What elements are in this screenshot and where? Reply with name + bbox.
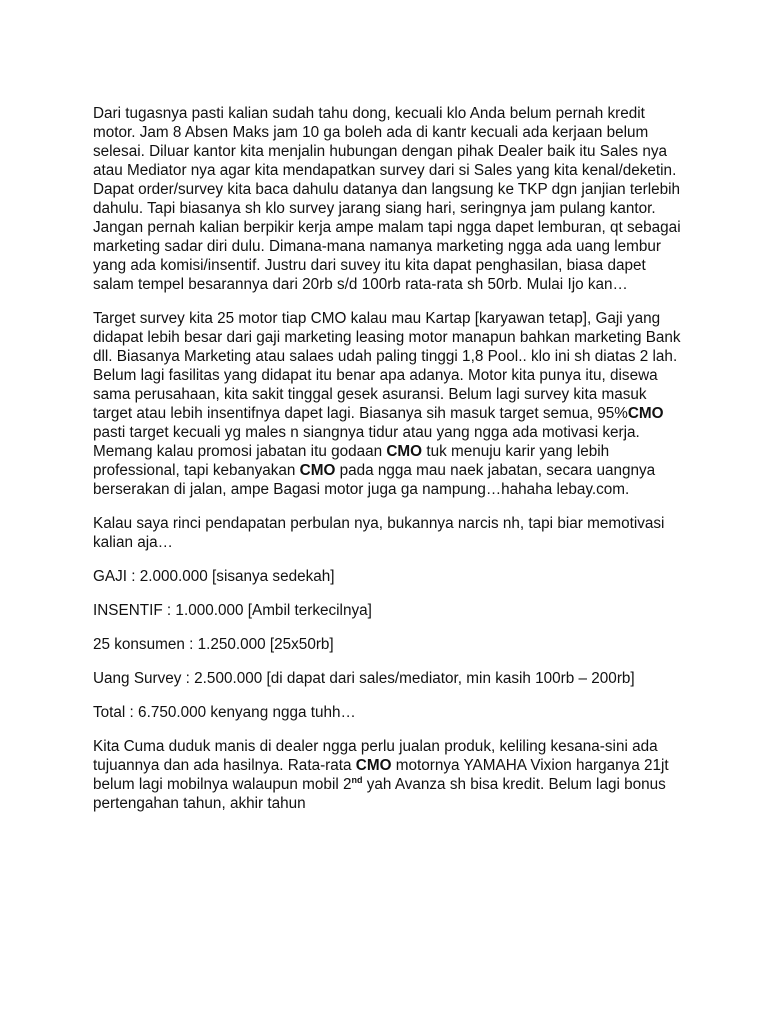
text-run: Target survey kita 25 motor tiap CMO kalau mau Kartap [karyawan tetap], Gaji yang didapat lebih besar dari gaji marketing leasing motor manapun bahkan marketing Bank dll. Biasanya Marketing atau salaes udah paling tinggi 1,8 Pool.. klo ini sh diatas 2 lah. Belum lagi fasilitas yang didapat itu benar apa adanya. Motor kita punya itu, disewa sama perusahaan, kita sakit tinggal gesek asuransi. Belum lagi survey kita masuk target atau lebih insentifnya dapet lagi. Biasanya sih masuk target semua, 95% xyxy=(93,310,681,422)
text-run: GAJI : 2.000.000 [sisanya sedekah] xyxy=(93,568,335,585)
text-run: Uang Survey : 2.500.000 [di dapat dari sales/mediator, min kasih 100rb – 200rb] xyxy=(93,670,635,687)
text-run: 25 konsumen : 1.250.000 [25x50rb] xyxy=(93,636,334,653)
text-run: motornya YAMAHA Vixion harganya 21jt belum lagi mobilnya walaupun mobil 2 xyxy=(93,757,669,793)
superscript-run: nd xyxy=(351,774,363,785)
income-line-insentif xyxy=(93,601,683,620)
bold-run: CMO xyxy=(355,757,392,774)
bold-run: CMO xyxy=(386,443,423,460)
text-run: INSENTIF : 1.000.000 [Ambil terkecilnya] xyxy=(93,602,372,619)
text-run: Kalau saya rinci pendapatan perbulan nya, bukannya narcis nh, tapi biar memotivasi kalian aja… xyxy=(93,515,665,551)
text-run: tuk menuju karir yang lebih professional, tapi kebanyakan xyxy=(93,443,610,479)
bold-run: CMO xyxy=(299,462,336,479)
text-run: Dari tugasnya pasti kalian sudah tahu dong, kecuali klo Anda belum pernah kredit motor. Jam 8 Absen Maks jam 10 ga boleh ada di kantr kecuali ada kerjaan belum selesai. Diluar kantor kita menjalin hubungan dengan pihak Dealer baik itu Sales nya atau Mediator nya agar kita mendapatkan survey dari si Sales yang kita kenal/deketin. Dapat order/survey kita baca dahulu datanya dan langsung ke TKP dgn janjian terlebih dahulu. Tapi biasanya sh klo survey jarang siang hari, seringnya jam pulang kantor. Jangan pernah kalian berpikir kerja ampe malam tapi ngga dapet lemburan, qt sebagai marketing sadar diri dulu. Dimana-mana namanya marketing ngga ada uang lembur yang ada komisi/insentif. Justru dari suvey itu kita dapat penghasilan, biasa dapet salam tempel besarannya dari 20rb s/d 100rb rata-rata sh 50rb. Mulai Ijo kan… xyxy=(93,105,681,293)
paragraph-target-survey xyxy=(93,309,683,499)
income-line-uang-survey xyxy=(93,669,683,688)
text-run: pasti target kecuali yg males n siangnya tidur atau yang ngga ada motivasi kerja. Memang kalau promosi jabatan itu godaan xyxy=(93,424,640,460)
paragraph-duduk-manis xyxy=(93,737,683,813)
text-run: Kita Cuma duduk manis di dealer ngga perlu jualan produk, keliling kesana-sini ada tujuannya dan ada hasilnya. Rata-rata xyxy=(93,738,658,774)
paragraph-rinci-pendapatan xyxy=(93,514,683,552)
bold-run: CMO xyxy=(627,405,664,422)
text-run: Total : 6.750.000 kenyang ngga tuhh… xyxy=(93,704,356,721)
text-run: yah Avanza sh bisa kredit. Belum lagi bonus pertengahan tahun, akhir tahun xyxy=(93,776,666,812)
income-line-gaji xyxy=(93,567,683,586)
income-line-konsumen xyxy=(93,635,683,654)
document-body xyxy=(93,104,683,828)
text-run: pada ngga mau naek jabatan, secara uangnya berserakan di jalan, ampe Bagasi motor juga ga nampung…hahaha lebay.com. xyxy=(93,462,656,498)
income-line-total xyxy=(93,703,683,722)
paragraph-tugas xyxy=(93,104,683,294)
